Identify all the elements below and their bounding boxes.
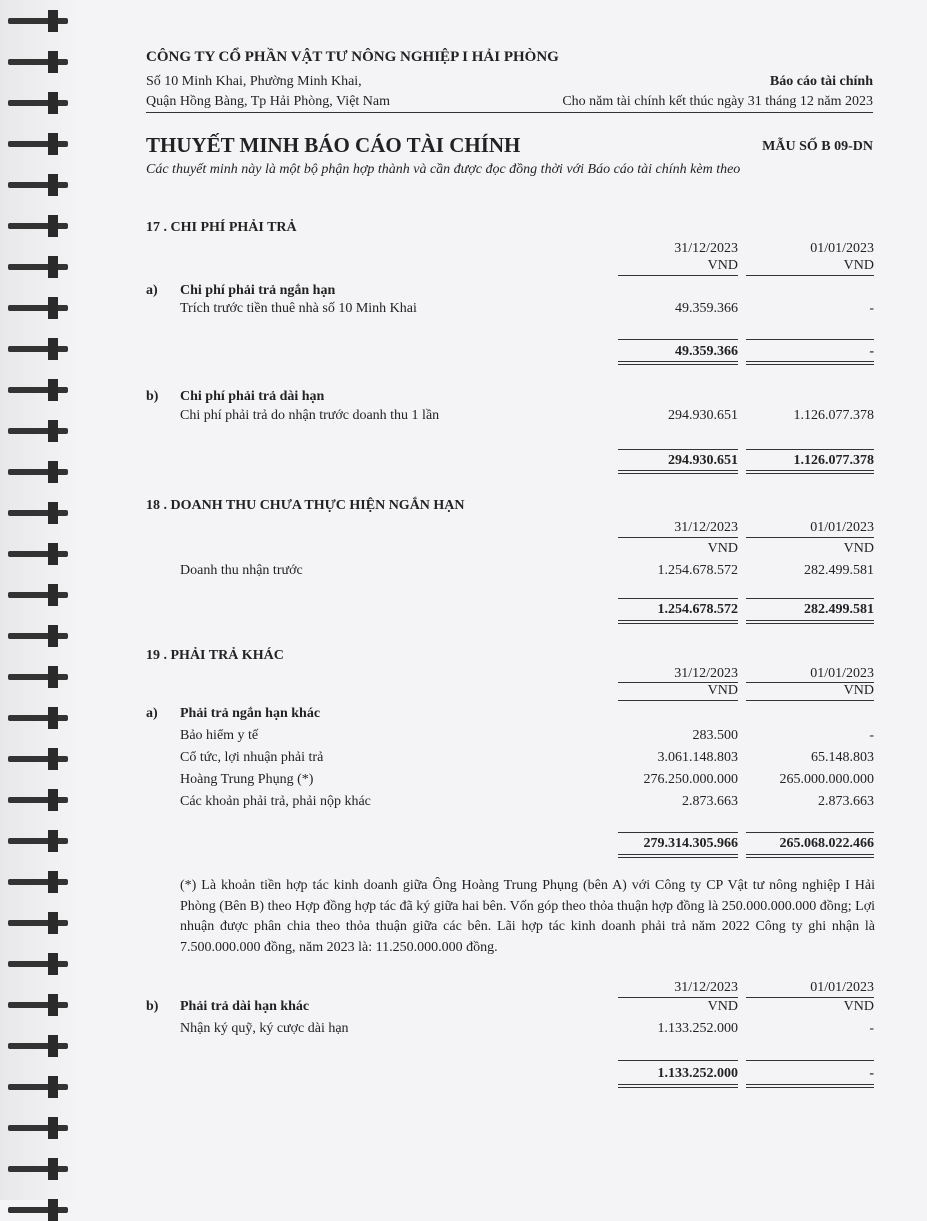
col1-date: 31/12/2023 [674,520,738,535]
double-rule [746,620,874,624]
double-rule [618,1084,738,1088]
total-2023: 294.930.651 [668,453,738,468]
row-value-2022: 282.499.581 [804,563,874,578]
binding-ring-icon [8,543,78,565]
address-line-2: Quận Hồng Bàng, Tp Hải Phòng, Việt Nam [146,94,391,109]
binding-ring-icon [8,584,78,606]
total-2022: - [869,1066,874,1081]
row-label: Bảo hiểm y tế [180,728,259,743]
row-label: Nhận ký quỹ, ký cược dài hạn [180,1021,349,1036]
total-rule [746,598,874,599]
binding-ring-icon [8,953,78,975]
total-rule [746,339,874,340]
double-rule [618,361,738,365]
binding-ring-icon [8,10,78,32]
double-rule [746,1084,874,1088]
total-rule [618,339,738,340]
header-underline [618,275,738,276]
row-value-2023: 1.133.252.000 [657,1021,738,1036]
section-title: Chi phí phải trả ngắn hạn [180,283,336,298]
col1-date: 31/12/2023 [674,241,738,256]
col2-unit: VND [843,541,874,556]
row-value-2022: 1.126.077.378 [793,408,874,423]
report-period: Cho năm tài chính kết thúc ngày 31 tháng 12 năm 2023 [562,94,873,109]
binding-ring-icon [8,133,78,155]
section-title: Phải trả dài hạn khác [180,999,310,1014]
page-title: THUYẾT MINH BÁO CÁO TÀI CHÍNH [146,133,521,157]
total-rule [618,1060,738,1061]
total-rule [746,449,874,450]
col2-unit: VND [843,258,874,273]
double-rule [618,470,738,474]
note-18-title: 18 . DOANH THU CHƯA THỰC HIỆN NGẮN HẠN [146,498,465,513]
section-title: Phải trả ngắn hạn khác [180,706,321,721]
row-label: Cổ tức, lợi nhuận phải trả [180,750,324,765]
binding-ring-icon [8,625,78,647]
total-2023: 49.359.366 [675,344,738,359]
header-underline [618,997,738,998]
row-value-2022: 2.873.663 [818,794,874,809]
binding-ring-icon [8,215,78,237]
col2-date: 01/01/2023 [810,980,874,995]
col1-date: 31/12/2023 [674,666,738,681]
col2-date: 01/01/2023 [810,666,874,681]
spiral-binding [0,0,80,1200]
binding-ring-icon [8,502,78,524]
section-label: a) [146,283,158,298]
note-19-title: 19 . PHẢI TRẢ KHÁC [146,648,284,663]
col1-unit: VND [707,258,738,273]
binding-ring-icon [8,461,78,483]
row-label: Các khoản phải trả, phải nộp khác [180,794,371,809]
binding-ring-icon [8,297,78,319]
binding-ring-icon [8,830,78,852]
header-underline [746,537,874,538]
section-label: b) [146,999,159,1014]
row-value-2022: 265.000.000.000 [779,772,874,787]
note-17-title: 17 . CHI PHÍ PHẢI TRẢ [146,220,297,235]
total-rule [618,832,738,833]
col2-date: 01/01/2023 [810,241,874,256]
row-value-2023: 294.930.651 [668,408,738,423]
row-label: Chi phí phải trả do nhận trước doanh thu 1 lần [180,408,440,423]
double-rule [618,854,738,858]
row-value-2022: - [869,728,874,743]
row-value-2023: 49.359.366 [675,301,738,316]
total-rule [618,598,738,599]
header-rule [146,112,873,113]
row-value-2022: - [869,1021,874,1036]
header-underline [618,537,738,538]
binding-ring-icon [8,994,78,1016]
row-value-2023: 276.250.000.000 [643,772,738,787]
report-name: Báo cáo tài chính [769,74,873,89]
double-rule [746,470,874,474]
col1-unit: VND [707,999,738,1014]
binding-ring-icon [8,379,78,401]
binding-ring-icon [8,1199,78,1221]
col2-unit: VND [843,683,874,698]
section-label: a) [146,706,158,721]
header-underline [746,700,874,701]
binding-ring-icon [8,256,78,278]
total-2022: 265.068.022.466 [779,836,874,851]
total-2022: 282.499.581 [804,602,874,617]
total-2023: 1.254.678.572 [657,602,738,617]
total-rule [618,449,738,450]
company-name: CÔNG TY CỔ PHẦN VẬT TƯ NÔNG NGHIỆP I HẢI PHÒNG [146,49,559,65]
double-rule [618,620,738,624]
row-label: Doanh thu nhận trước [180,563,303,578]
binding-ring-icon [8,748,78,770]
total-2022: 1.126.077.378 [793,453,874,468]
binding-ring-icon [8,789,78,811]
col1-date: 31/12/2023 [674,980,738,995]
row-value-2023: 2.873.663 [682,794,738,809]
form-number: MẪU SỐ B 09-DN [762,139,873,154]
binding-ring-icon [8,92,78,114]
double-rule [746,854,874,858]
section-label: b) [146,389,159,404]
footnote-paragraph: (*) Là khoản tiền hợp tác kinh doanh giữa Ông Hoàng Trung Phụng (bên A) với Công ty CP Vật tư nông nghiệp I Hải Phòng (Bên B) theo Hợp đồng hợp tác đã ký giữa hai bên. Vốn góp theo thỏa thuận hợp đồng là 250.000.000.000 đồng; Lợi nhuận được phân chia theo thỏa thuận giữa các bên. Lãi hợp tác kinh doanh phải trả năm 2022 Công ty ghi nhận là 7.500.000.000 đồng, năm 2023 là: 11.250.000.000 đồng. [180,878,875,955]
binding-ring-icon [8,1158,78,1180]
binding-ring-icon [8,666,78,688]
row-value-2022: - [869,301,874,316]
binding-ring-icon [8,1117,78,1139]
binding-ring-icon [8,51,78,73]
col2-date: 01/01/2023 [810,520,874,535]
total-rule [746,832,874,833]
section-title: Chi phí phải trả dài hạn [180,389,325,404]
total-2023: 1.133.252.000 [657,1066,738,1081]
row-value-2022: 65.148.803 [811,750,874,765]
row-value-2023: 1.254.678.572 [657,563,738,578]
binding-ring-icon [8,420,78,442]
col1-unit: VND [707,541,738,556]
total-rule [746,1060,874,1061]
binding-ring-icon [8,174,78,196]
row-label: Trích trước tiền thuê nhà số 10 Minh Khai [180,301,417,316]
binding-ring-icon [8,707,78,729]
row-label: Hoàng Trung Phụng (*) [180,772,314,787]
row-value-2023: 283.500 [692,728,738,743]
total-2023: 279.314.305.966 [643,836,738,851]
double-rule [746,361,874,365]
total-2022: - [869,344,874,359]
address-line-1: Số 10 Minh Khai, Phường Minh Khai, [146,74,362,89]
binding-ring-icon [8,912,78,934]
binding-ring-icon [8,1035,78,1057]
col1-unit: VND [707,683,738,698]
header-underline [746,997,874,998]
binding-ring-icon [8,1076,78,1098]
header-underline [618,700,738,701]
binding-ring-icon [8,871,78,893]
page-subtitle: Các thuyết minh này là một bộ phận hợp thành và cần được đọc đồng thời với Báo cáo tài chính kèm theo [146,162,741,177]
header-underline [746,275,874,276]
col2-unit: VND [843,999,874,1014]
row-value-2023: 3.061.148.803 [657,750,738,765]
binding-ring-icon [8,338,78,360]
